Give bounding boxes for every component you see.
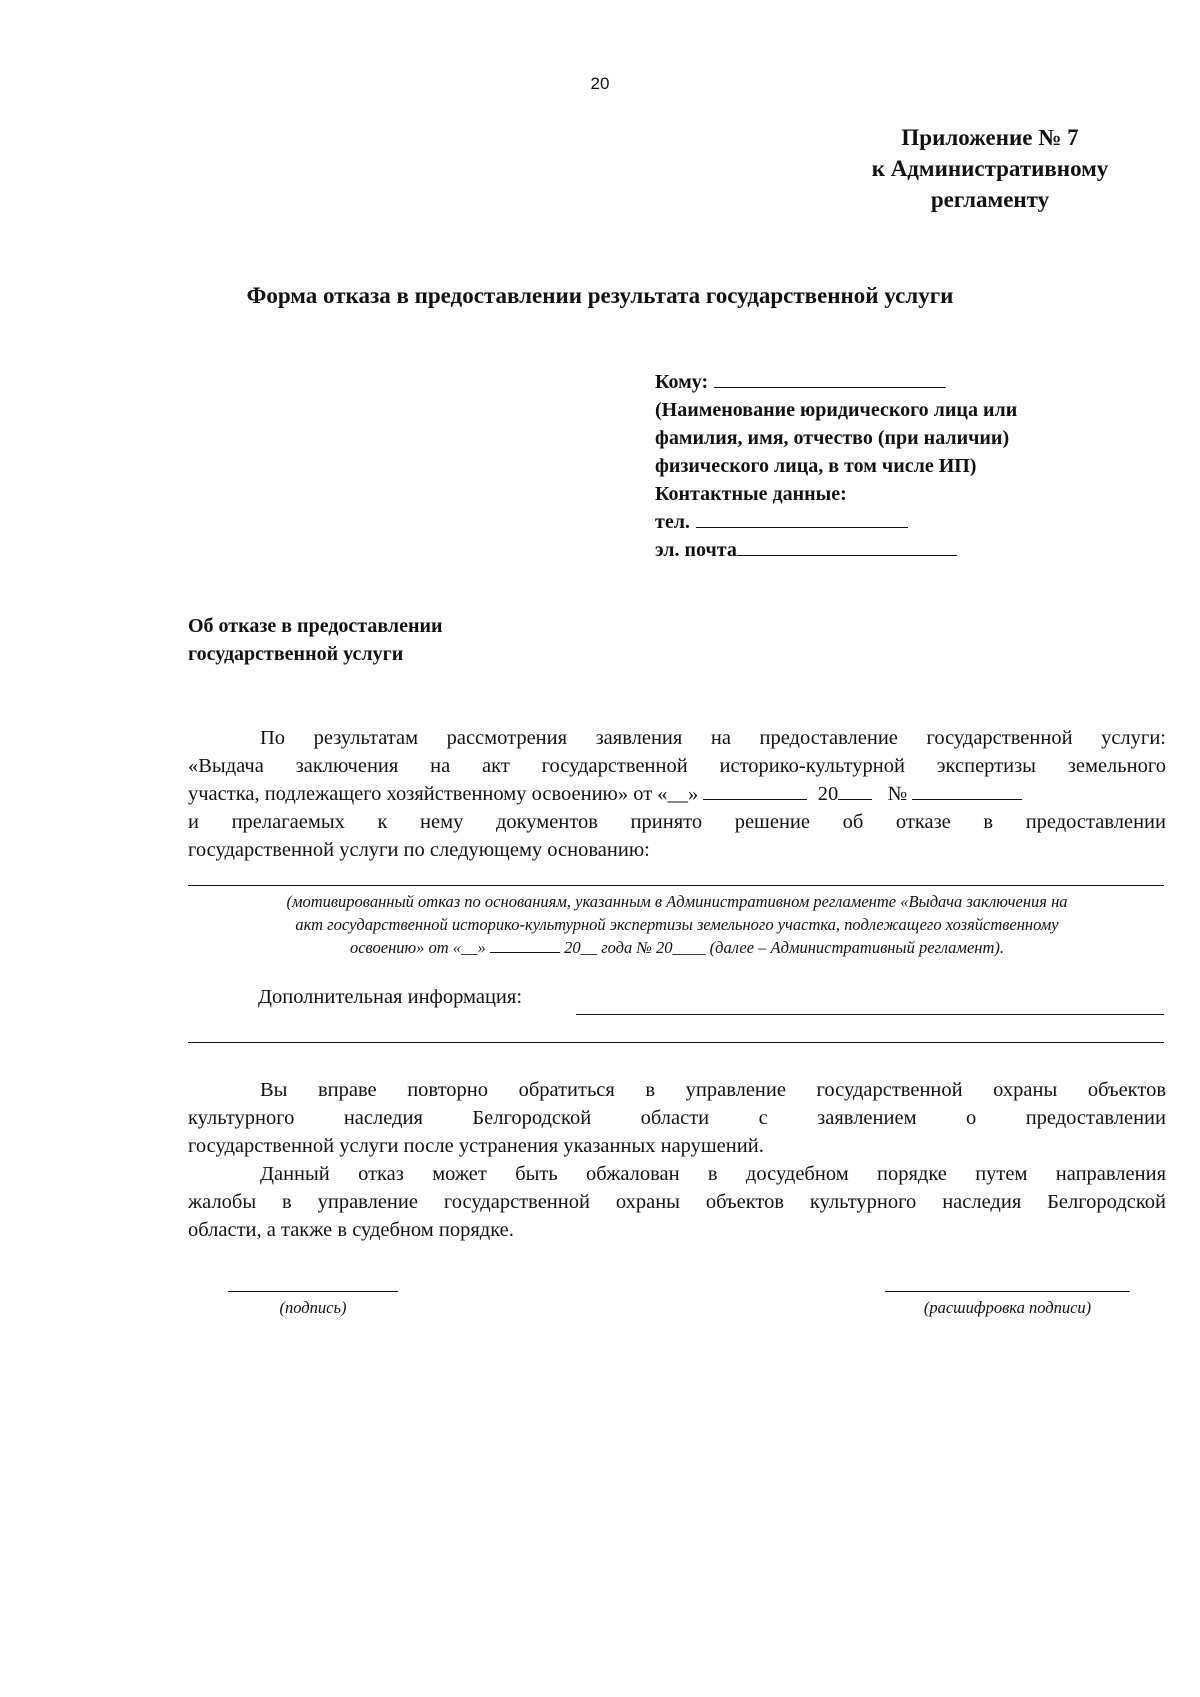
- body-line-4: и прелагаемых к нему документов принято решение об отказе в предоставлении: [188, 811, 1166, 833]
- recipient-email-row: [655, 536, 1017, 564]
- appendix-line-2: к Административному: [871, 156, 1109, 181]
- closing-line-1: Вы вправе повторно обратиться в управление государственной охраны объектов: [260, 1079, 1166, 1101]
- form-title: Форма отказа в предоставлении результата государственной услуги: [246, 283, 954, 308]
- body-line-1: По результатам рассмотрения заявления на предоставление государственной услуги:: [260, 727, 1166, 749]
- closing-line-3: государственной услуги после устранения указанных нарушений.: [188, 1135, 764, 1157]
- recipient-email-blank: [737, 537, 957, 556]
- closing-paragraphs: [188, 1076, 1166, 1244]
- note-line-1: (мотивированный отказ по основаниям, указанным в Административном регламенте «Выдача заключения на: [286, 892, 1068, 911]
- closing-line-6: области, а также в судебном порядке.: [188, 1219, 514, 1241]
- additional-info-line-1: [576, 1014, 1164, 1015]
- subject-line-1: Об отказе в предоставлении: [188, 615, 443, 637]
- body-line-5: государственной услуги по следующему основанию:: [188, 839, 650, 861]
- body-line-2: «Выдача заключения на акт государственной историко-культурной экспертизы земельного: [188, 755, 1166, 777]
- body-year-prefix: 20: [817, 783, 839, 805]
- closing-line-2: культурного наследия Белгородской области с заявлением о предоставлении: [188, 1107, 1166, 1129]
- date-year-blank: [838, 781, 872, 800]
- note-line-3: [188, 936, 1166, 959]
- recipient-phone-label: тел.: [655, 511, 690, 533]
- note-line-3-text: освоению» от «__»: [349, 938, 486, 957]
- recipient-email-label: эл. почта: [655, 539, 737, 561]
- body-number-sign: №: [887, 783, 908, 805]
- signature-decode-line: [885, 1291, 1130, 1292]
- recipient-desc-line-1: (Наименование юридического лица или: [655, 399, 1018, 421]
- body-line-3: [188, 780, 1166, 808]
- recipient-to-label: Кому:: [655, 371, 709, 393]
- date-month-blank: [703, 781, 807, 800]
- additional-info-line-2: [188, 1042, 1164, 1043]
- signature-label: (подпись): [279, 1298, 347, 1317]
- grounds-line: [188, 885, 1164, 886]
- body-paragraph-1: [188, 724, 1166, 864]
- recipient-contacts-label: Контактные данные:: [655, 483, 847, 505]
- recipient-to-blank: [714, 369, 946, 388]
- additional-info-label: Дополнительная информация:: [258, 986, 523, 1008]
- closing-line-5: жалобы в управление государственной охраны объектов культурного наследия Белгородской: [188, 1191, 1166, 1213]
- recipient-desc-line-3: физического лица, в том числе ИП): [655, 455, 977, 477]
- subject-block: [188, 612, 443, 668]
- subject-line-2: государственной услуги: [188, 643, 404, 665]
- recipient-phone-row: [655, 508, 1017, 536]
- note-line-3-tail: 20__ года № 20____ (далее – Административный регламент).: [564, 938, 1004, 957]
- signature-decode-label: (расшифровка подписи): [923, 1298, 1092, 1317]
- recipient-desc-line-2: фамилия, имя, отчество (при наличии): [655, 427, 1010, 449]
- grounds-note: [188, 890, 1166, 959]
- recipient-block: [655, 368, 1017, 564]
- closing-line-4: Данный отказ может быть обжалован в досудебном порядке путем направления: [260, 1163, 1166, 1185]
- recipient-to-row: [655, 368, 1017, 396]
- appendix-header: [820, 122, 1160, 215]
- signature-line: [228, 1291, 398, 1292]
- number-blank: [912, 781, 1022, 800]
- recipient-phone-blank: [696, 509, 908, 528]
- appendix-line-1: Приложение № 7: [901, 125, 1079, 150]
- appendix-line-3: регламенту: [930, 187, 1050, 212]
- note-date-blank: [490, 938, 560, 953]
- body-line-3-text: участка, подлежащего хозяйственному освоению» от «__»: [188, 783, 699, 805]
- note-line-2: акт государственной историко-культурной экспертизы земельного участка, подлежащего хозяйственному: [295, 915, 1059, 934]
- page-number: 20: [590, 74, 610, 93]
